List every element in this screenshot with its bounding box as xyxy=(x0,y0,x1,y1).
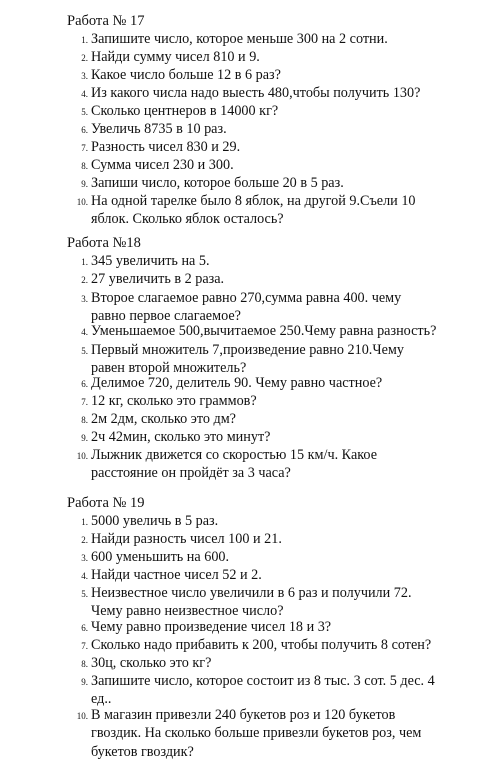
section-title: Работа №18 xyxy=(67,235,141,251)
item-number: 9. xyxy=(81,179,88,189)
item-text: 345 увеличить на 5. xyxy=(91,253,210,269)
item-text: 12 кг, сколько это граммов? xyxy=(91,393,257,409)
item-text: В магазин привезли 240 букетов роз и 120 букетов гвоздик. На сколько больше привезли букетов роз, чем букетов гвоздик? xyxy=(91,707,422,760)
item-number: 10. xyxy=(76,197,88,207)
item-text: Сколько надо прибавить к 200, чтобы получить 8 сотен? xyxy=(91,637,432,653)
item-text: Сумма чисел 230 и 300. xyxy=(91,157,234,173)
item-number: 5. xyxy=(81,107,88,117)
item-text: 30ц, сколько это кг? xyxy=(91,655,212,671)
section-title: Работа № 19 xyxy=(67,495,145,511)
item-text: Запишите число, которое состоит из 8 тыс. 3 сот. 5 дес. 4 ед.. xyxy=(91,673,435,708)
item-number: 8. xyxy=(81,659,88,669)
item-number: 9. xyxy=(81,677,88,687)
item-number: 7. xyxy=(81,397,88,407)
item-text: Найди частное чисел 52 и 2. xyxy=(91,567,262,583)
item-number: 4. xyxy=(81,571,88,581)
item-number: 4. xyxy=(81,89,88,99)
item-text: На одной тарелке было 8 яблок, на другой 9.Съели 10 яблок. Сколько яблок осталось? xyxy=(91,193,416,228)
item-text: Второе слагаемое равно 270,сумма равна 400. чему равно первое слагаемое? xyxy=(91,290,402,325)
item-text: 27 увеличить в 2 раза. xyxy=(91,271,225,287)
item-number: 5. xyxy=(81,346,88,356)
item-text: Найди разность чисел 100 и 21. xyxy=(91,531,282,547)
item-number: 8. xyxy=(81,161,88,171)
item-text: 2м 2дм, сколько это дм? xyxy=(91,411,236,427)
item-text: Чему равно произведение чисел 18 и 3? xyxy=(91,619,332,635)
item-number: 7. xyxy=(81,641,88,651)
item-number: 4. xyxy=(81,327,88,337)
item-text: Лыжник движется со скоростью 15 км/ч. Какое расстояние он пройдёт за 3 часа? xyxy=(91,447,377,482)
item-number: 10. xyxy=(76,711,88,721)
item-text: Сколько центнеров в 14000 кг? xyxy=(91,103,279,119)
item-text: Неизвестное число увеличили в 6 раз и получили 72. Чему равно неизвестное число? xyxy=(91,585,412,620)
item-text: 5000 увеличь в 5 раз. xyxy=(91,513,219,529)
item-text: Делимое 720, делитель 90. Чему равно частное? xyxy=(91,375,383,391)
item-number: 8. xyxy=(81,415,88,425)
item-text: Какое число больше 12 в 6 раз? xyxy=(91,67,281,83)
item-number: 1. xyxy=(81,257,88,267)
item-number: 2. xyxy=(81,275,88,285)
item-number: 6. xyxy=(81,125,88,135)
item-number: 5. xyxy=(81,589,88,599)
item-text: 600 уменьшить на 600. xyxy=(91,549,230,565)
item-number: 3. xyxy=(81,294,88,304)
item-number: 6. xyxy=(81,379,88,389)
item-number: 3. xyxy=(81,71,88,81)
item-text: Запишите число, которое меньше 300 на 2 сотни. xyxy=(91,31,388,47)
item-number: 3. xyxy=(81,553,88,563)
item-number: 10. xyxy=(76,451,88,461)
item-text: Уменьшаемое 500,вычитаемое 250.Чему равна разность? xyxy=(91,323,437,339)
item-text: Первый множитель 7,произведение равно 210.Чему равен второй множитель? xyxy=(91,342,404,377)
item-number: 2. xyxy=(81,53,88,63)
item-number: 1. xyxy=(81,35,88,45)
item-number: 6. xyxy=(81,623,88,633)
item-number: 2. xyxy=(81,535,88,545)
section-title: Работа № 17 xyxy=(67,13,145,29)
item-text: Увеличь 8735 в 10 раз. xyxy=(91,121,227,137)
item-text: Найди сумму чисел 810 и 9. xyxy=(91,49,260,65)
item-number: 1. xyxy=(81,517,88,527)
item-text: Разность чисел 830 и 29. xyxy=(91,139,241,155)
item-text: Запиши число, которое больше 20 в 5 раз. xyxy=(91,175,344,191)
item-text: Из какого числа надо выесть 480,чтобы получить 130? xyxy=(91,85,421,101)
item-number: 7. xyxy=(81,143,88,153)
item-number: 9. xyxy=(81,433,88,443)
item-text: 2ч 42мин, сколько это минут? xyxy=(91,429,271,445)
